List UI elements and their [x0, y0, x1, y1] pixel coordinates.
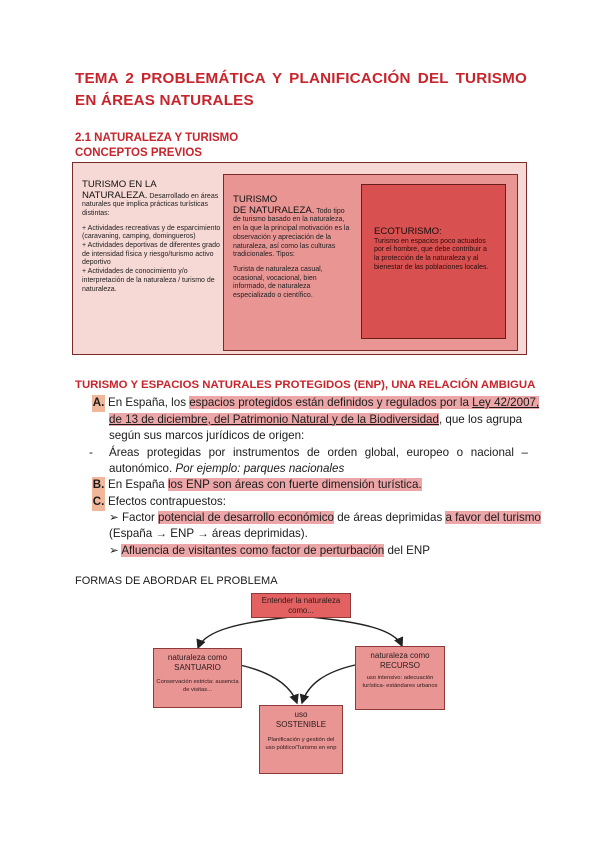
highlight-afluencia: Afluencia de visitantes como factor de perturbación — [121, 544, 385, 557]
text-factor: Factor — [121, 511, 159, 524]
law-reference: Ley 42/2007, — [472, 396, 540, 409]
law-reference-cont: de 13 de diciembre, del Patrimonio Natural y de la Biodiversidad — [109, 412, 439, 426]
turismo-de-naturaleza-heading2: DE NATURALEZA. — [233, 204, 315, 216]
section-heading-formas: FORMAS DE ABORDAR EL PROBLEMA — [75, 575, 278, 587]
ecoturismo-text: Turismo en espacios poco actuados por el hombre, que debe contribuir a la protección de la naturaleza y al bienestar de las poblaciones locales. — [374, 237, 489, 271]
text-b-pre: En España — [108, 478, 168, 491]
highlight-espacios-protegidos: espacios protegidos están definidos y regulados por la — [189, 396, 473, 409]
section-heading-enp: TURISMO Y ESPACIOS NATURALES PROTEGIDOS (ENP), UNA RELACIÓN AMBIGUA — [75, 379, 536, 391]
turismo-en-naturaleza-heading1: TURISMO EN LA — [82, 179, 157, 190]
text-a-line3: según sus marcos jurídicos de origen: — [109, 429, 305, 442]
arrow-right-to-mid — [302, 665, 355, 703]
page-title: TEMA 2 PROBLEMÁTICA Y PLANIFICACIÓN DEL TURISMO EN ÁREAS NATURALES — [75, 70, 527, 109]
text-del-enp: del ENP — [384, 544, 431, 557]
turismo-en-naturaleza-heading2: NATURALEZA. — [82, 189, 148, 201]
box-santuario: naturaleza como SANTUARIO Conservación estricta: ausencia de visitas... — [153, 648, 242, 708]
letter-b: B. — [92, 477, 105, 494]
arrow-top-to-left — [198, 616, 300, 648]
text-c: Efectos contrapuestos: — [108, 495, 226, 508]
activity-item: + Actividades de conocimiento y/o interpretación de la naturaleza / turismo de naturaleza. — [82, 268, 215, 293]
turismo-en-naturaleza-intro: Desarrollado en áreas naturales que implica prácticas turísticas distintas: — [82, 192, 219, 217]
text-areas-deprimidas: de áreas deprimidas — [333, 511, 446, 524]
arrow-left-to-mid — [240, 665, 297, 703]
ecoturismo-heading: ECOTURISMO: — [374, 226, 442, 237]
box-recurso: naturaleza como RECURSO uso intensivo: adecuación turística- estándares urbanos — [355, 646, 445, 710]
dash-marker: - — [89, 446, 93, 459]
turismo-de-naturaleza-types: Turista de naturaleza casual, ocasional, vocacional, bien informado, de naturaleza especializado o científico. — [233, 265, 323, 300]
turismo-de-naturaleza-text: Todo tipo de turismo basado en la naturaleza, en la que la principal motivación es la observación y apreciación de la naturaleza, así como las culturas tradicionales. Tipos: — [233, 207, 350, 259]
box-sostenible: uso SOSTENIBLE Planificación y gestión del uso público/Turismo en enp — [259, 705, 343, 774]
arrow-bullet-icon: ➢ — [109, 511, 119, 524]
section-heading-naturaleza: 2.1 NATURALEZA Y TURISMO — [75, 132, 239, 144]
section-subheading-conceptos: CONCEPTOS PREVIOS — [75, 147, 202, 159]
arrow-top-to-right — [300, 616, 402, 646]
activity-item: + Actividades deportivas de diferentes grado de intensidad física y riesgo/turismo activo deportivo — [82, 242, 220, 267]
text-a-post: , que los agrupa — [438, 412, 523, 426]
box-entender-naturaleza: Entender la naturaleza como... — [251, 593, 351, 618]
dash-item-line1: Áreas protegidas por instrumentos de orden global, europeo o nacional – — [109, 446, 528, 459]
letter-c: C. — [92, 494, 105, 511]
arrow-bullet-icon: ➢ — [109, 544, 119, 557]
activity-item: + Actividades recreativas y de esparcimiento (caravaning, camping, domingueros) — [82, 224, 221, 241]
effect-item-1-line2: (España → ENP → áreas deprimidas). — [109, 527, 308, 540]
letter-a: A. — [92, 395, 105, 412]
turismo-de-naturaleza-heading1: TURISMO — [233, 194, 278, 205]
highlight-desarrollo: potencial de desarrollo económico — [158, 511, 334, 524]
highlight-enp-turistica: los ENP son áreas con fuerte dimensión turística. — [167, 478, 422, 491]
dash-text-ejemplo: Por ejemplo: parques nacionales — [175, 462, 345, 475]
highlight-favor-turismo: a favor del turismo — [445, 511, 541, 524]
text-a-pre: En España, los — [108, 396, 190, 409]
dash-text-autonomico: autonómico. — [109, 462, 176, 475]
